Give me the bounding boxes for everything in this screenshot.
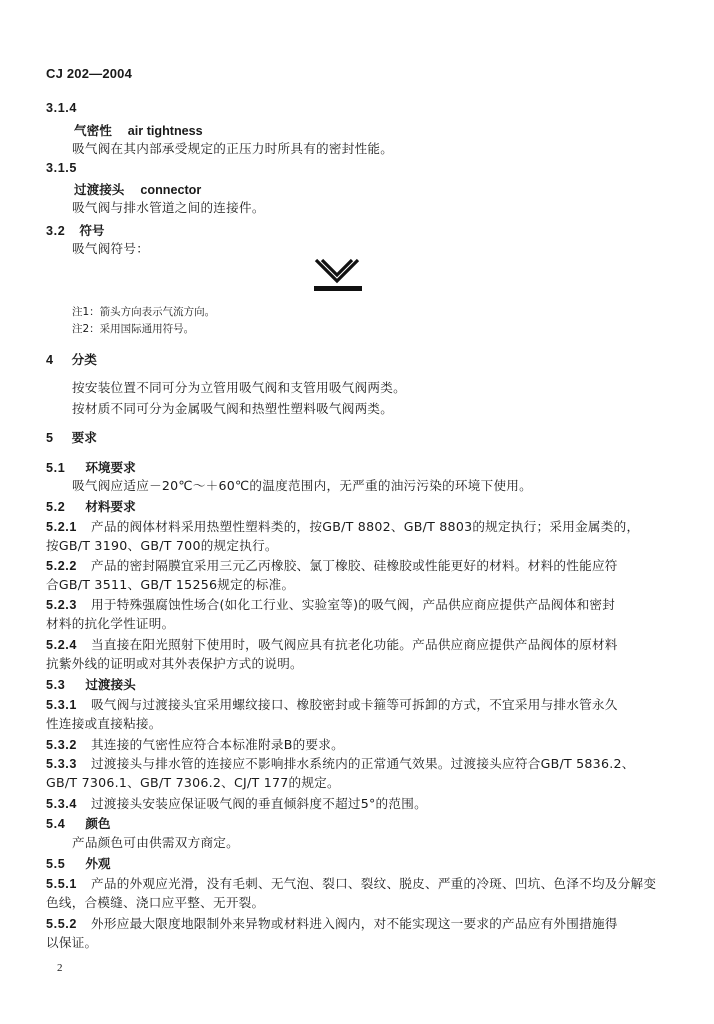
subsection-title: 外观 bbox=[85, 856, 111, 871]
subsection-heading bbox=[46, 853, 111, 872]
clause-number: 5.2.4 bbox=[46, 638, 78, 652]
subsection-title: 颜色 bbox=[85, 816, 111, 831]
subsection-heading bbox=[46, 674, 136, 693]
note-2: 注2：采用国际通用符号。 bbox=[72, 323, 195, 335]
clause-line bbox=[46, 734, 344, 753]
clause-number: 3.1.4 bbox=[46, 101, 78, 115]
clause-number: 5.2.1 bbox=[46, 520, 78, 534]
section-heading bbox=[46, 220, 105, 239]
section-number: 3.2 bbox=[46, 224, 66, 238]
clause-text: 过渡接头与排水管的连接应不影响排水系统内的正常通气效果。过渡接头应符合GB/T 5836.2、 bbox=[91, 756, 635, 771]
section-number: 4 bbox=[46, 353, 54, 367]
term-zh: 过渡接头 bbox=[74, 182, 125, 197]
subsection-title: 过渡接头 bbox=[85, 677, 136, 692]
clause-text: 产品的密封隔膜宜采用三元乙丙橡胶、氯丁橡胶、硅橡胶或性能更好的材料。材料的性能应符 bbox=[91, 558, 618, 573]
clause-text-cont: 按GB/T 3190、GB/T 700的规定执行。 bbox=[46, 538, 278, 553]
term-line bbox=[74, 120, 203, 139]
air-admittance-valve-symbol-icon bbox=[310, 256, 366, 296]
clause-number: 3.1.5 bbox=[46, 161, 78, 175]
clause-text-cont: 合GB/T 3511、GB/T 15256规定的标准。 bbox=[46, 577, 295, 592]
clause-text-cont: 色线，合模缝、浇口应平整、无开裂。 bbox=[46, 895, 265, 910]
standard-code: CJ 202—2004 bbox=[46, 66, 133, 81]
body-line: 按材质不同可分为金属吸气阀和热塑性塑料吸气阀两类。 bbox=[72, 401, 394, 416]
clause-number: 5.3.2 bbox=[46, 738, 78, 752]
clause-text: 其连接的气密性应符合本标准附录B的要求。 bbox=[91, 737, 344, 752]
clause-text: 产品的阀体材料采用热塑性塑料类的，按GB/T 8802、GB/T 8803的规定执行；采用金属类的， bbox=[91, 519, 640, 534]
term-definition: 吸气阀在其内部承受规定的正压力时所具有的密封性能。 bbox=[72, 141, 394, 156]
clause-line bbox=[46, 913, 618, 932]
page-number: 2 bbox=[57, 962, 63, 974]
clause-text-cont: GB/T 7306.1、GB/T 7306.2、CJ/T 177的规定。 bbox=[46, 775, 340, 790]
clause-text: 外形应最大限度地限制外来异物或材料进入阀内，对不能实现这一要求的产品应有外围措施得 bbox=[91, 916, 618, 931]
body-line: 吸气阀应适应－20℃～＋60℃的温度范围内，无严重的油污污染的环境下使用。 bbox=[72, 478, 532, 493]
body-line: 产品颜色可由供需双方商定。 bbox=[72, 835, 239, 850]
section-heading bbox=[46, 427, 97, 446]
subsection-number: 5.4 bbox=[46, 817, 66, 831]
clause-line bbox=[46, 873, 656, 892]
clause-line bbox=[46, 694, 618, 713]
clause-number: 5.2.3 bbox=[46, 598, 78, 612]
subsection-number: 5.2 bbox=[46, 500, 66, 514]
clause-number: 5.3.4 bbox=[46, 797, 78, 811]
section-title: 符号 bbox=[79, 223, 105, 238]
term-zh: 气密性 bbox=[74, 123, 112, 138]
clause-number: 5.3.1 bbox=[46, 698, 78, 712]
subsection-title: 材料要求 bbox=[85, 499, 136, 514]
section-number: 5 bbox=[46, 431, 54, 445]
clause-text: 用于特殊强腐蚀性场合(如化工行业、实验室等)的吸气阀，产品供应商应提供产品阀体和密封 bbox=[91, 597, 616, 612]
body-line: 按安装位置不同可分为立管用吸气阀和支管用吸气阀两类。 bbox=[72, 380, 406, 395]
subsection-number: 5.5 bbox=[46, 857, 66, 871]
term-definition: 吸气阀与排水管道之间的连接件。 bbox=[72, 200, 265, 215]
clause-number: 5.5.2 bbox=[46, 917, 78, 931]
term-line bbox=[74, 179, 201, 198]
clause-line bbox=[46, 555, 618, 574]
clause-line bbox=[46, 793, 427, 812]
clause-line bbox=[46, 594, 615, 613]
clause-number: 5.3.3 bbox=[46, 757, 78, 771]
clause-text: 产品的外观应光滑，没有毛刺、无气泡、裂口、裂纹、脱皮、严重的冷斑、凹坑、色泽不均及分解变 bbox=[91, 876, 657, 891]
clause-line bbox=[46, 753, 635, 772]
subsection-title: 环境要求 bbox=[85, 460, 136, 475]
subsection-heading bbox=[46, 457, 136, 476]
clause-text-cont: 性连接或直接粘接。 bbox=[46, 716, 162, 731]
clause-text-cont: 以保证。 bbox=[46, 935, 98, 950]
clause-number: 5.5.1 bbox=[46, 877, 78, 891]
clause-text: 当直接在阳光照射下使用时，吸气阀应具有抗老化功能。产品供应商应提供产品阀体的原材料 bbox=[91, 637, 618, 652]
clause-line bbox=[46, 634, 618, 653]
section-heading bbox=[46, 349, 97, 368]
subsection-heading bbox=[46, 496, 136, 515]
clause-text-cont: 材料的抗化学性证明。 bbox=[46, 616, 175, 631]
subsection-heading bbox=[46, 813, 111, 832]
section-title: 要求 bbox=[71, 430, 97, 445]
term-en: air tightness bbox=[127, 124, 203, 138]
clause-text: 吸气阀与过渡接头宜采用螺纹接口、橡胶密封或卡箍等可拆卸的方式，不宜采用与排水管永久 bbox=[91, 697, 618, 712]
clause-number: 5.2.2 bbox=[46, 559, 78, 573]
subsection-number: 5.3 bbox=[46, 678, 66, 692]
clause-text-cont: 抗紫外线的证明或对其外表保护方式的说明。 bbox=[46, 656, 303, 671]
note-1: 注1：箭头方向表示气流方向。 bbox=[72, 306, 216, 318]
clause-text: 过渡接头安装应保证吸气阀的垂直倾斜度不超过5°的范围。 bbox=[91, 796, 427, 811]
symbol-intro: 吸气阀符号： bbox=[72, 241, 150, 256]
section-title: 分类 bbox=[71, 352, 97, 367]
term-en: connector bbox=[140, 183, 202, 197]
subsection-number: 5.1 bbox=[46, 461, 66, 475]
clause-line bbox=[46, 516, 639, 535]
